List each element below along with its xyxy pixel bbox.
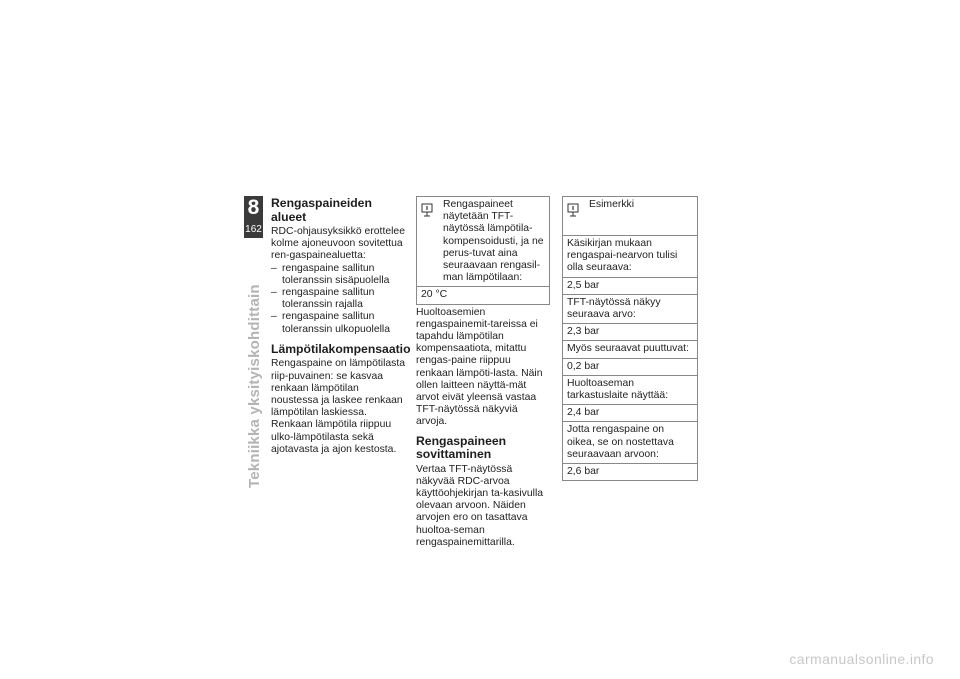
table-row: 2,4 bar [563,404,697,421]
table-row: Myös seuraavat puuttuvat: [563,340,697,357]
note-cell [417,197,549,286]
info-note-icon [421,199,443,284]
column-2 [416,196,550,549]
table-row: TFT-näytössä näkyy seuraava arvo: [563,294,697,323]
paragraph: RDC-ohjausyksikkö erottelee kolme ajoneuvoon sovitettua ren-gaspainealuetta: [271,226,405,262]
heading-rengaspaineen-sovittaminen: Rengaspaineen sovittaminen [416,433,507,462]
example-title: Esimerkki [589,199,635,210]
chapter-number: 8 [247,196,260,219]
table-row: 2,3 bar [563,323,697,340]
column-1 [271,196,411,456]
table-row: 2,5 bar [563,277,697,294]
paragraph: Vertaa TFT-näytössä näkyvää RDC-arvoa käyttöohjekirjan ta-kasivulla olevaan arvoon. Näiden arvojen ero on tasattava huoltoa-seman rengaspainemittarilla. [416,463,544,548]
table-row: 2,6 bar [563,463,697,480]
list-item: – rengaspaine sallitun toleranssin rajalla [271,287,407,311]
page-number: 162 [245,224,262,235]
note-box [416,196,550,305]
paragraph: Huoltoasemien rengaspainemit-tareissa ei tapahdu lämpötilan kompensaatiota, mitattu rengas-paine riippuu renkaan lämpöti-lasta. Näin ollen laitteen näyttä-mät arvot eivät yleensä vastaa TFT-näytössä näkyviä arvoja. [416,306,543,428]
list-item: – rengaspaine sallitun toleranssin sisäpuolella [271,263,407,287]
temperature-value: 20 °C [417,286,549,303]
table-row: Jotta rengaspaine on oikea, se on nostettava seuraavaan arvoon: [563,421,697,463]
example-header [563,197,697,235]
example-table [562,196,698,481]
heading-rengaspaineiden-alueet: Rengaspaineiden alueet [271,196,372,224]
list-item: – rengaspaine sallitun toleranssin ulkopuolella [271,311,407,335]
heading-lampotilakompensaatio: Lämpötilakompensaatio [271,341,411,356]
table-row: Huoltoaseman tarkastuslaite näyttää: [563,375,697,404]
chapter-side-title: Tekniikka yksityiskohdittain [246,284,263,488]
note-text: Rengaspaineet näytetään TFT-näytössä lämpötila-kompensoidusti, ja ne perus-tuvat aina seuraavaan rengasil-man lämpötilaan: [443,199,544,284]
table-row: 0,2 bar [563,358,697,375]
table-row: Käsikirjan mukaan rengaspai-nearvon tulisi olla seuraava: [563,235,697,277]
info-note-icon [567,199,589,217]
bullet-list [271,263,407,336]
watermark: carmanualsonline.info [789,651,934,667]
paragraph: Rengaspaine on lämpötilasta riip-puvainen: se kasvaa renkaan lämpötilan noustessa ja laskee renkaan lämpötilan laskiessa. Renkaan lämpötila riippuu ulko-lämpötilasta sekä ajotavasta ja ajon kestosta. [271,358,406,455]
